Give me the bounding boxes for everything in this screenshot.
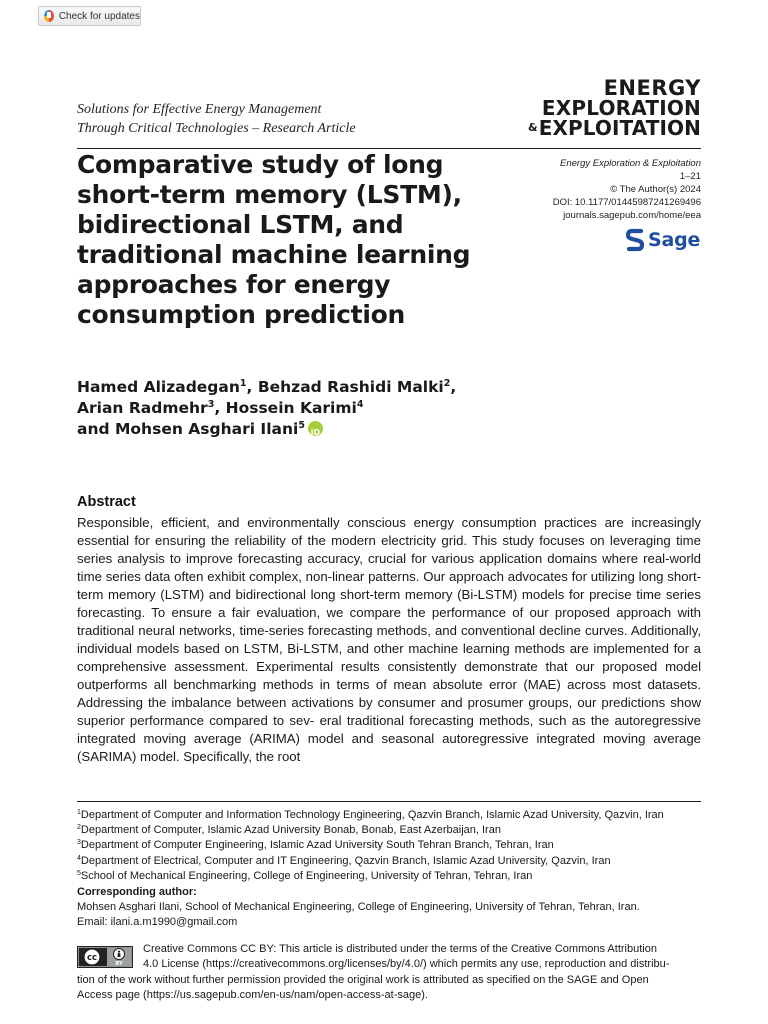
header-rule bbox=[77, 148, 701, 149]
kicker-line-1: Solutions for Effective Energy Management bbox=[77, 102, 322, 117]
doi-link[interactable]: DOI: 10.1177/01445987241269496 bbox=[552, 197, 701, 208]
journal-logo-line-3: EXPLOITATION bbox=[538, 116, 701, 140]
by-badge-text: BY bbox=[115, 961, 123, 968]
journal-logo-ampersand: & bbox=[528, 121, 538, 134]
title-line: traditional machine learning bbox=[77, 240, 471, 269]
check-for-updates-label: Check for updates bbox=[58, 10, 140, 22]
author-line-1: Hamed Alizadegan$^1$, Behzad Rashidi Malki$^2$, bbox=[77, 378, 457, 396]
journal-logo-line-1: ENERGY bbox=[603, 76, 701, 100]
affiliation-text: Department of Electrical, Computer and IT Engineering, Qazvin Branch, Islamic Azad University, Qazvin, Iran bbox=[80, 854, 611, 867]
author-list bbox=[77, 377, 537, 440]
affiliation-item bbox=[77, 823, 717, 838]
check-for-updates-button[interactable] bbox=[38, 6, 141, 26]
page-range: 1–21 bbox=[679, 171, 701, 182]
journal-name: Energy Exploration & Exploitation bbox=[560, 158, 701, 169]
abstract-text: Responsible, efficient, and environmentally conscious energy consumption practices are increasingly essential for ensuring the reliability of the modern electricity grid. This study focuses on leveraging time series analysis to improve forecasting accuracy, crucial for various application domains where real-world time series data often exhibit complex, non-linear patterns. Our approach advocates for utilizing long short-term memory (LSTM) and bidirectional long short-term memory (Bi-LSTM) models for precise time series forecasting. To ensure a fair evaluation, we compare the performance of our proposed approach with traditional neural networks, time-series forecasting methods, and conventional decline curves. Additionally, individual models based on LSTM, Bi-LSTM, and other machine learning methods are implemented for a comprehensive assessment. Experimental results consistently demonstrate that our proposed model outperforms all benchmarking methods in terms of mean absolute error (MAE) across most datasets. Addressing the imbalance between activations by consumer and prosumer groups, our predictions show superior performance compared to sev- eral traditional forecasting methods, such as the autoregressive integrated moving average (ARIMA) model and seasonal autoregressive integrated moving average (SARIMA) model. Specifically, the root bbox=[77, 515, 701, 764]
corresponding-author-email[interactable]: Email: ilani.a.m1990@gmail.com bbox=[77, 916, 238, 929]
sage-wordmark: Sage bbox=[648, 229, 701, 251]
affiliation-text: Department of Computer and Information Technology Engineering, Qazvin Branch, Islamic Azad University, Qazvin, Iran bbox=[80, 809, 664, 821]
orcid-icon[interactable] bbox=[308, 421, 323, 436]
footnote-rule bbox=[77, 801, 701, 802]
journal-logo-line-2: EXPLORATION bbox=[541, 96, 701, 120]
license-statement bbox=[77, 942, 701, 1003]
affiliation-number: 2 bbox=[77, 824, 81, 832]
license-line-4: Access page (https://us.sagepub.com/en-us/nam/open-access-at-sage). bbox=[77, 988, 428, 1001]
affiliation-number: 1 bbox=[77, 809, 81, 816]
article-title bbox=[77, 150, 497, 330]
affiliation-item bbox=[77, 854, 717, 869]
article-type-kicker bbox=[77, 100, 497, 138]
affiliation-number: 4 bbox=[77, 854, 81, 862]
sage-s-icon bbox=[626, 228, 644, 252]
license-line-2: 4.0 License (https://creativecommons.org/licenses/by/4.0/) which permits any use, reproduction and distribu- bbox=[143, 958, 670, 971]
author-name[interactable]: Hamed Alizadegan bbox=[77, 378, 240, 396]
journal-url-link[interactable]: journals.sagepub.com/home/eea bbox=[563, 210, 701, 221]
affiliation-marker: 5 bbox=[298, 420, 305, 431]
affiliation-marker: 1 bbox=[239, 378, 247, 389]
author-name[interactable]: and Mohsen Asghari Ilani bbox=[77, 420, 299, 438]
cc-badge-text: cc bbox=[86, 953, 98, 964]
affiliation-text: Department of Computer, Islamic Azad University Bonab, Bonab, East Azerbaijan, Iran bbox=[80, 824, 501, 837]
license-line-3: tion of the work without further permission provided the original work is attributed as specified on the SAGE and Open bbox=[77, 973, 649, 986]
title-line: bidirectional LSTM, and bbox=[77, 210, 404, 239]
affiliation-text: School of Mechanical Engineering, College of Engineering, University of Tehran, Tehran, Iran bbox=[80, 869, 533, 882]
affiliation-item bbox=[77, 808, 717, 823]
abstract-heading: Abstract bbox=[77, 494, 136, 510]
corresponding-author-address: Mohsen Asghari Ilani, School of Mechanical Engineering, College of Engineering, University of Tehran, Tehran, Iran. bbox=[77, 901, 640, 914]
corresponding-author-heading: Corresponding author: bbox=[77, 886, 197, 899]
author-line-2: Arian Radmehr$^3$, Hossein Karimi$^4$ bbox=[77, 399, 364, 417]
title-line: short-term memory (LSTM), bbox=[77, 180, 462, 209]
affiliation-number: 5 bbox=[77, 869, 81, 877]
affiliation-item bbox=[77, 838, 717, 853]
affiliation-marker: 4 bbox=[356, 399, 364, 410]
title-line: approaches for energy bbox=[77, 270, 391, 299]
author-name[interactable]: Behzad Rashidi Malki bbox=[257, 378, 444, 396]
journal-meta bbox=[500, 157, 701, 222]
sage-logo bbox=[626, 227, 700, 253]
kicker-line-2: Through Critical Technologies – Research Article bbox=[77, 121, 356, 136]
affiliation-marker: 3 bbox=[207, 399, 215, 410]
author-line-3 bbox=[77, 419, 537, 440]
copyright: © The Author(s) 2024 bbox=[610, 184, 701, 195]
affiliation-number: 3 bbox=[77, 839, 81, 847]
affiliation-text: Department of Computer Engineering, Islamic Azad University South Tehran Branch, Tehran, Iran bbox=[80, 839, 554, 852]
license-line-1: Creative Commons CC BY: This article is distributed under the terms of the Creative Commons Attribution bbox=[143, 943, 657, 955]
author-name[interactable]: Hossein Karimi bbox=[225, 399, 357, 417]
author-name[interactable]: Arian Radmehr bbox=[77, 399, 208, 417]
affiliation-item bbox=[77, 869, 717, 884]
affiliations-block bbox=[77, 808, 717, 931]
journal-logo-line-3-wrap bbox=[525, 118, 701, 138]
affiliation-marker: 2 bbox=[443, 378, 451, 389]
journal-logo bbox=[525, 78, 701, 138]
title-line: Comparative study of long bbox=[77, 150, 444, 179]
crossmark-icon bbox=[44, 10, 54, 22]
title-line: consumption prediction bbox=[77, 300, 405, 329]
